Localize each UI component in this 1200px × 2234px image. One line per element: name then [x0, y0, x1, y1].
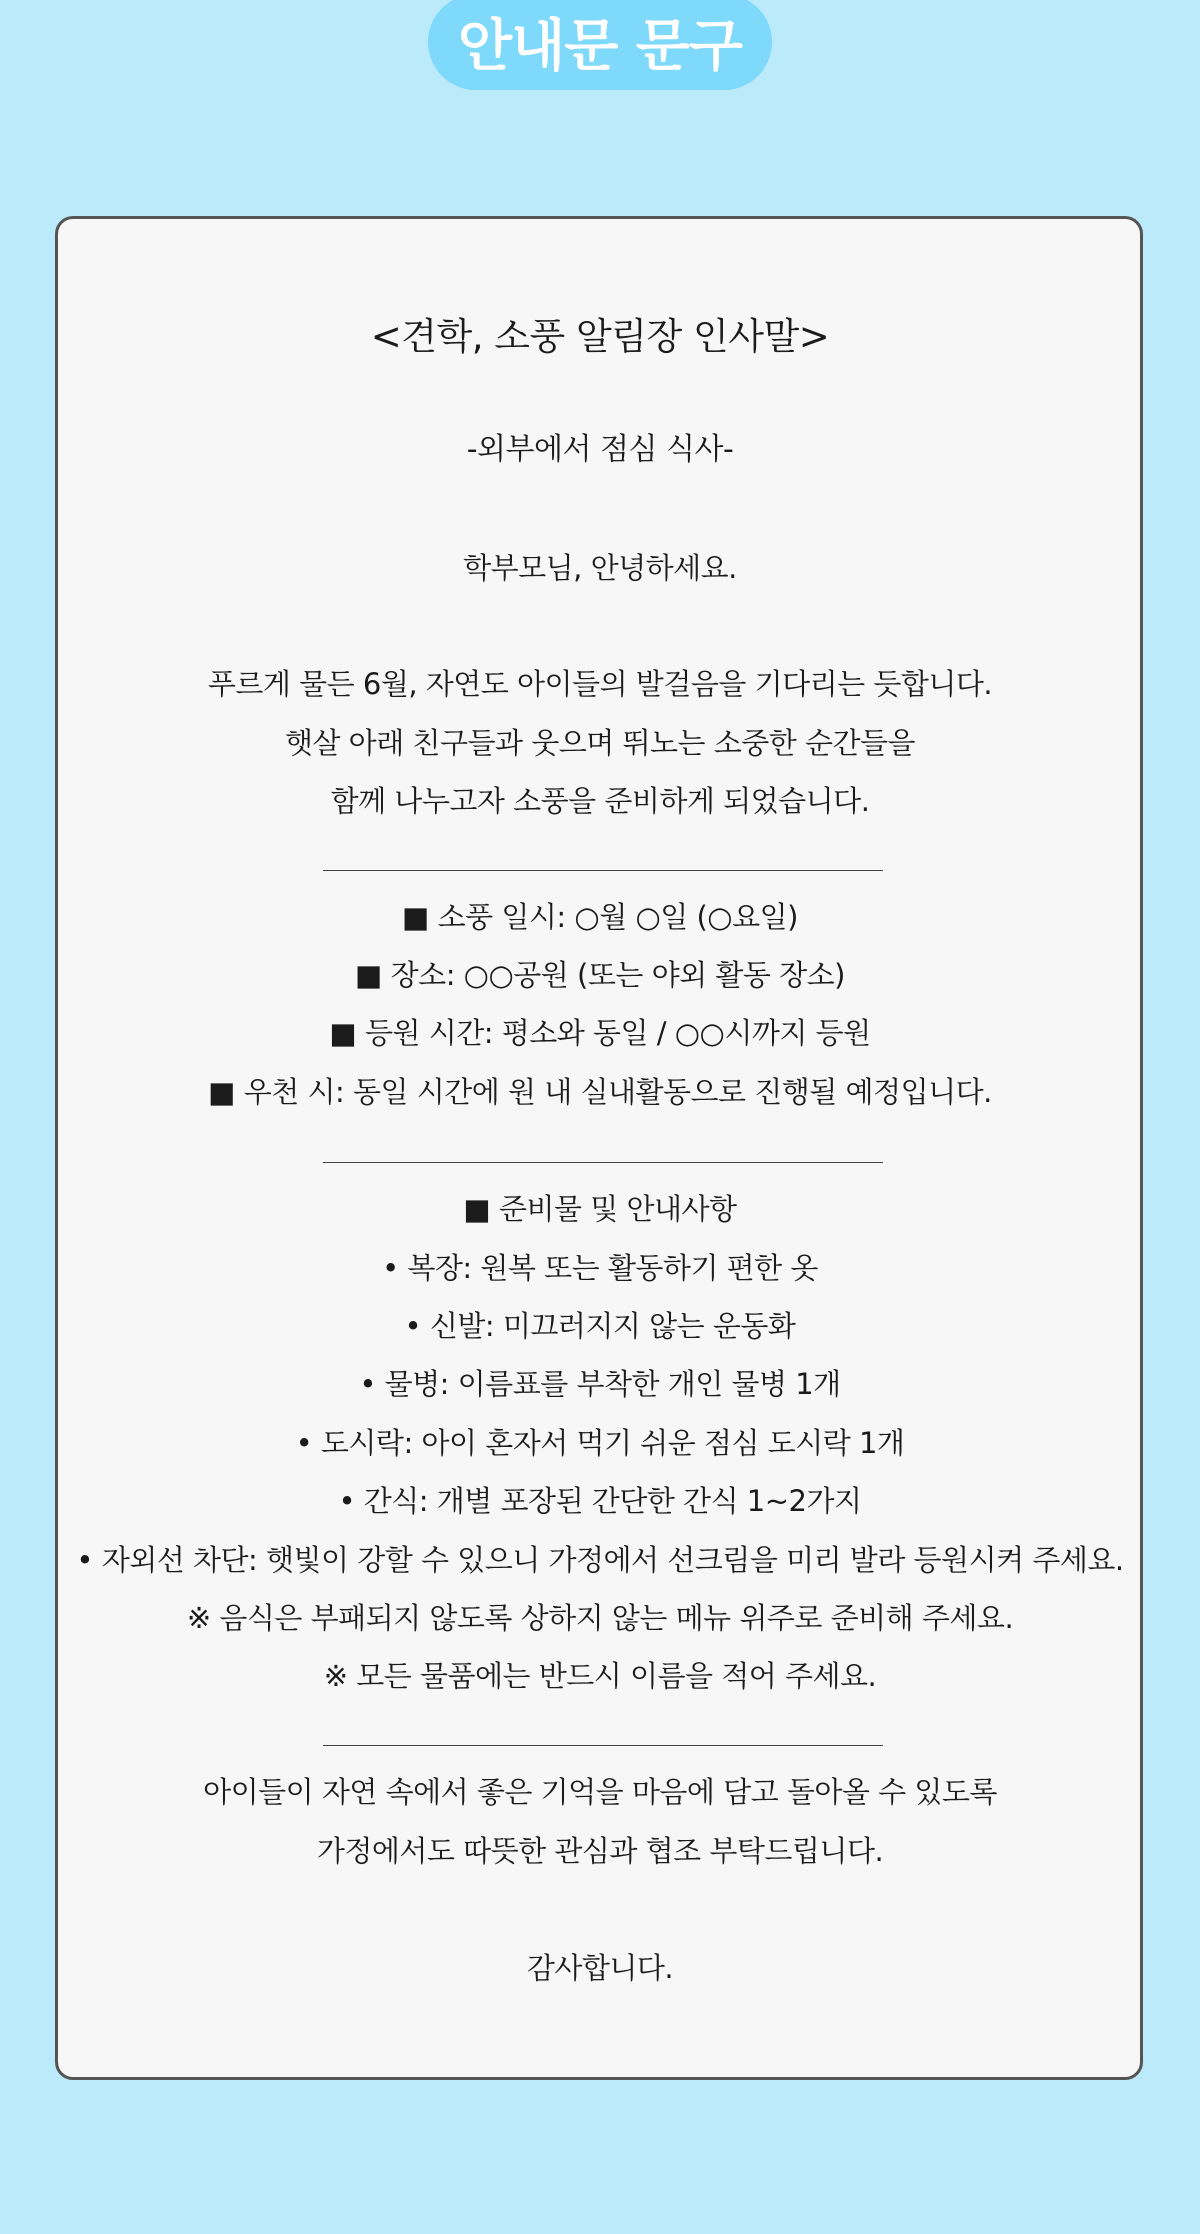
- thanks-text: 감사합니다.: [526, 1951, 674, 1985]
- info-item: ■ 장소: ○○공원 (또는 야외 활동 장소): [355, 958, 845, 992]
- info-item: ■ 등원 시간: 평소와 동일 / ○○시까지 등원: [329, 1016, 871, 1050]
- intro-line: 푸르게 물든 6월, 자연도 아이들의 발걸음을 기다리는 듯합니다.: [207, 667, 993, 701]
- note-text: ※ 음식은 부패되지 않도록 상하지 않는 메뉴 위주로 준비해 주세요.: [186, 1601, 1014, 1635]
- section-divider: [323, 870, 883, 871]
- prep-item: • 자외선 차단: 햇빛이 강할 수 있으니 가정에서 선크림을 미리 발라 등원시켜 주세요.: [76, 1543, 1124, 1577]
- intro-line: 햇살 아래 친구들과 웃으며 뛰노는 소중한 순간들을: [284, 726, 916, 760]
- notice-subtitle: -외부에서 점심 식사-: [466, 432, 734, 467]
- notice-title: <견학, 소풍 알림장 인사말>: [370, 315, 830, 358]
- intro-line: 함께 나누고자 소풍을 준비하게 되었습니다.: [330, 784, 870, 818]
- closing-line: 가정에서도 따뜻한 관심과 협조 부탁드립니다.: [316, 1834, 884, 1868]
- prep-item: • 신발: 미끄러지지 않는 운동화: [404, 1309, 796, 1343]
- prep-item: • 간식: 개별 포장된 간단한 간식 1~2가지: [338, 1484, 862, 1518]
- info-item: ■ 소풍 일시: ○월 ○일 (○요일): [402, 900, 798, 934]
- prep-heading: ■ 준비물 및 안내사항: [463, 1192, 737, 1226]
- section-divider: [323, 1162, 883, 1163]
- prep-item: • 도시락: 아이 혼자서 먹기 쉬운 점심 도시락 1개: [295, 1426, 905, 1460]
- prep-item: • 물병: 이름표를 부착한 개인 물병 1개: [359, 1367, 841, 1401]
- section-divider: [323, 1745, 883, 1746]
- greeting-text: 학부모님, 안녕하세요.: [463, 551, 737, 585]
- info-item: ■ 우천 시: 동일 시간에 원 내 실내활동으로 진행될 예정입니다.: [208, 1075, 992, 1109]
- closing-line: 아이들이 자연 속에서 좋은 기억을 마음에 담고 돌아올 수 있도록: [203, 1775, 997, 1809]
- note-text: ※ 모든 물품에는 반드시 이름을 적어 주세요.: [323, 1659, 877, 1693]
- prep-item: • 복장: 원복 또는 활동하기 편한 옷: [382, 1251, 818, 1285]
- header-badge: 안내문 문구: [428, 0, 772, 90]
